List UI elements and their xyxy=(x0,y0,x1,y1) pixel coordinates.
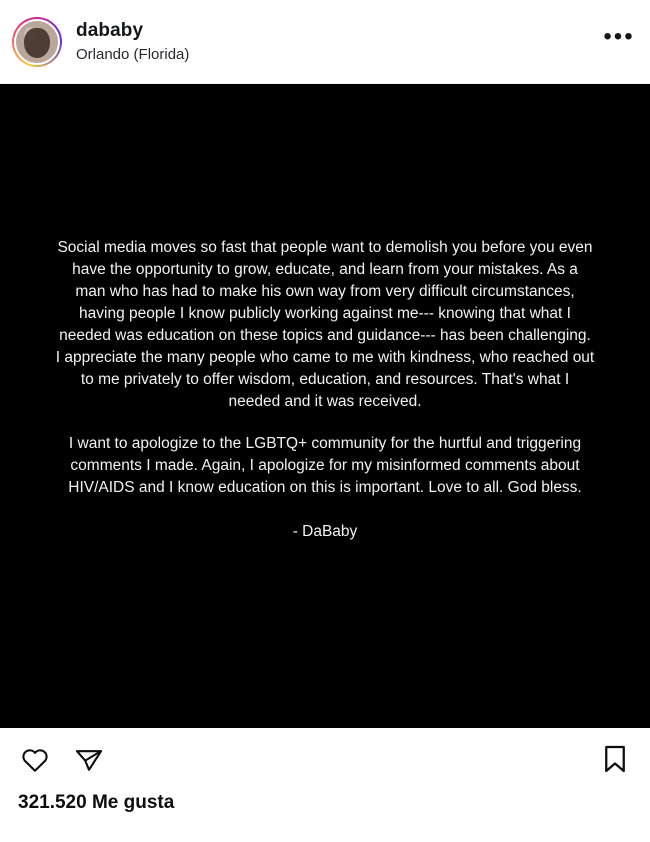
post-actions-left xyxy=(18,742,106,776)
avatar-face xyxy=(24,28,50,58)
post-header-text xyxy=(76,19,602,65)
statement-text-block xyxy=(55,237,595,543)
post-likes-row xyxy=(0,790,650,842)
ellipsis-horizontal-icon[interactable]: ••• xyxy=(603,22,635,50)
statement-paragraph-1: Social media moves so fast that people want to demolish you before you even have the opportunity to grow, educate, and learn from your mistakes. As a man who has had to make his own way from very difficult circumstances, having people I know publicly working against me--- knowing that what I needed was education on these topics and guidance--- has been challenging. I appreciate the many people who came to me with kindness, who reached out to me privately to offer wisdom, education, and resources. That's what I needed and it was received. xyxy=(55,239,595,410)
post-action-bar xyxy=(0,728,650,790)
post-header xyxy=(0,0,650,84)
avatar-image xyxy=(14,19,60,65)
statement-paragraph-2: I want to apologize to the LGBTQ+ community for the hurtful and triggering comments I made. Again, I apologize for my misinformed comments about HIV/AIDS and I know education on this is important. Love to all. God bless. xyxy=(68,435,582,496)
heart-icon[interactable] xyxy=(18,742,52,776)
statement-signature: - DaBaby xyxy=(292,523,358,540)
paper-plane-send-icon[interactable] xyxy=(72,742,106,776)
post-media[interactable] xyxy=(0,84,650,728)
username-label[interactable]: dababy xyxy=(76,19,144,41)
avatar[interactable] xyxy=(12,17,62,67)
like-count-label[interactable]: 321.520 Me gusta xyxy=(18,792,175,813)
location-label[interactable]: Orlando (Florida) xyxy=(76,45,190,63)
bookmark-icon[interactable] xyxy=(598,742,632,776)
